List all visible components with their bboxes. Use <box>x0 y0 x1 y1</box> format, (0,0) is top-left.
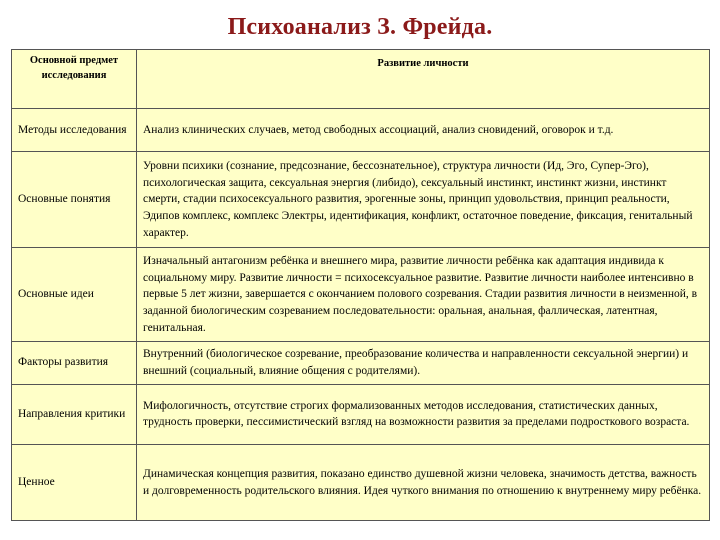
row-label: Факторы развития <box>12 342 137 384</box>
row-label: Ценное <box>12 445 137 521</box>
table-row <box>12 384 710 445</box>
row-text: Анализ клинических случаев, метод свободных ассоциаций, анализ сновидений, оговорок и т.д. <box>137 108 710 151</box>
table-row <box>12 342 710 384</box>
header-right-cell: Развитие личности <box>137 50 710 109</box>
content-table <box>11 49 710 521</box>
table-row <box>12 108 710 151</box>
row-label: Основные понятия <box>12 152 137 248</box>
header-left-cell: Основной предмет исследования <box>12 50 137 109</box>
page-title: Психоанализ З. Фрейда. <box>227 14 493 40</box>
row-text: Изначальный антагонизм ребёнка и внешнего мира, развитие личности ребёнка как адаптация индивида к социальному миру. Развитие личности = психосексуальное развитие. Развитие личности наиболее интенсивно в первые 5 лет жизни, завершается с окончанием полового созревания. Стадии развития личности в неизменной, в заданной биологическим созреванием последовательности: оральная, анальная, фаллическая, латентная, генитальная. <box>137 248 710 342</box>
table-row <box>12 152 710 248</box>
row-label: Направления критики <box>12 384 137 445</box>
table-row <box>12 445 710 521</box>
row-text: Уровни психики (сознание, предсознание, бессознательное), структура личности (Ид, Эго, Супер-Эго), психологическая защита, сексуальная энергия (либидо), сексуальный инстинкт, инстинкт жизни, инстинкт смерти, стадии психосексуального развития, эрогенные зоны, принцип удовольствия, принцип реальности, Эдипов комплекс, комплекс Электры, идентификация, конфликт, остаточное поведение, фиксация, генитальный характер. <box>137 152 710 248</box>
row-text: Динамическая концепция развития, показано единство душевной жизни человека, значимость детства, важность и долговременность родительского влияния. Идея чуткого внимания по отношению к внутреннему миру ребёнка. <box>137 445 710 521</box>
table-header-row <box>12 50 710 109</box>
row-label: Методы исследования <box>12 108 137 151</box>
row-text: Мифологичность, отсутствие строгих формализованных методов исследования, статистических данных, трудность проверки, пессимистический взгляд на возможности развития за пределами подросткового возраста. <box>137 384 710 445</box>
row-text: Внутренний (биологическое созревание, преобразование количества и направленности сексуальной энергии) и внешний (социальный, влияние общения с родителями). <box>137 342 710 384</box>
table-row <box>12 248 710 342</box>
row-label: Основные идеи <box>12 248 137 342</box>
